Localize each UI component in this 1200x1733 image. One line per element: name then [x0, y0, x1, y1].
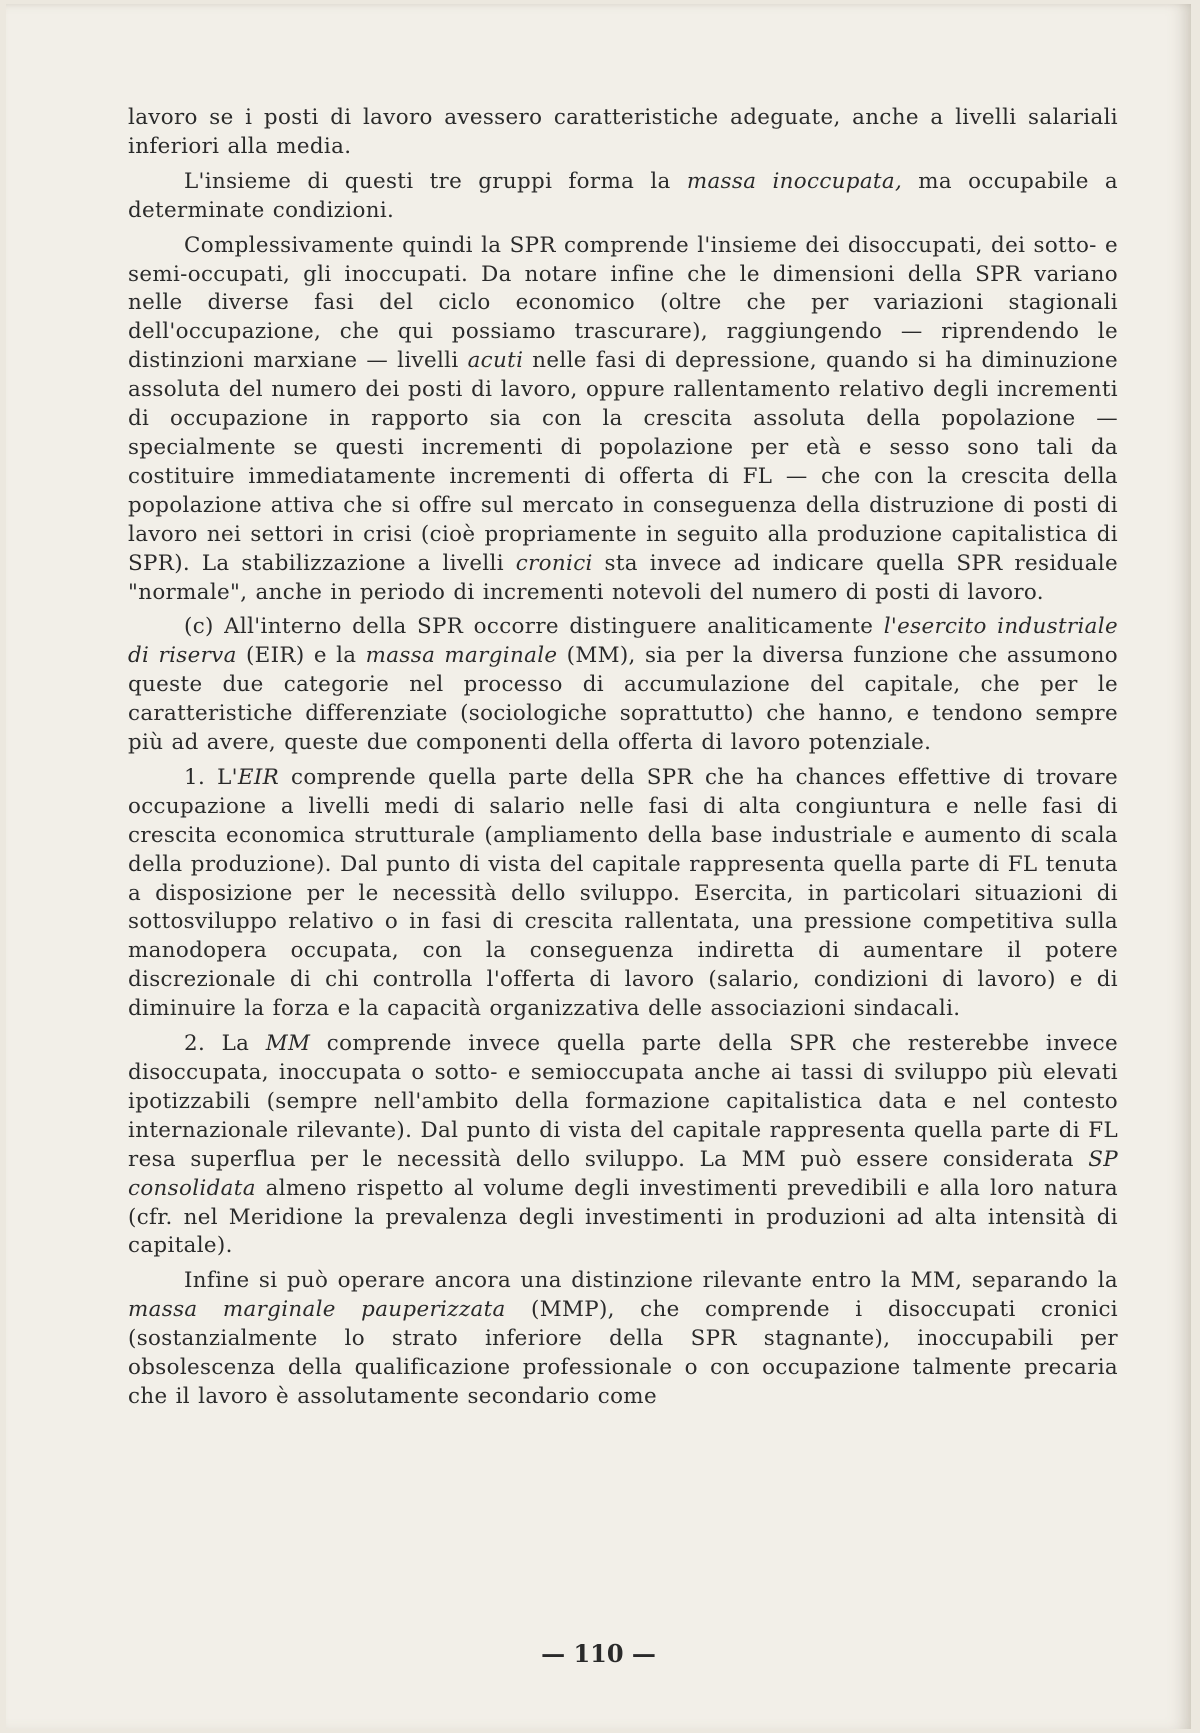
body-text: [128, 104, 1118, 1412]
text-run: comprende quella parte della SPR che ha chances effettive di trovare occupazione a livelli medi di salario nelle fasi di alta congiuntura e nelle fasi di crescita economica strutturale (ampliamento della base industriale e aumento di scala della produzione). Dal punto di vista del capitale rappresenta quella parte di FL tenuta a disposizione per le necessità dello sviluppo. Esercita, in particolari situazioni di sottosviluppo relativo o in fasi di crescita rallentata, una pressione competitiva sulla manodopera occupata, con la conseguenza indiretta di aumentare il potere discrezionale di chi controlla l'offerta di lavoro (salario, condizioni di lavoro) e di diminuire la forza e la capacità organizzativa delle associazioni sindacali.: [128, 764, 1118, 1022]
italic-text: SP consolidata: [128, 1146, 1118, 1201]
text-run: sta invece ad indicare quella SPR residuale "normale", anche in periodo di incrementi notevoli del numero di posti di lavoro.: [128, 550, 1118, 605]
text-run: 1. L': [184, 764, 238, 790]
text-run: lavoro se i posti di lavoro avessero caratteristiche adeguate, anche a livelli salariali inferiori alla media.: [128, 105, 1118, 159]
italic-text: l'esercito industriale di riserva: [128, 614, 1118, 669]
italic-text: massa marginale: [365, 643, 558, 669]
text-run: almeno rispetto al volume degli investimenti prevedibili e alla loro natura (cfr. nel Meridione la prevalenza degli investimenti in produzioni ad alta intensità di capitale).: [128, 1175, 1118, 1259]
text-run: (EIR) e la: [236, 643, 366, 669]
text-run: L'insieme di questi tre gruppi forma la: [184, 168, 687, 194]
text-run: comprende invece quella parte della SPR che resterebbe invece disoccupata, inoccupata o sotto- e semioccupata anche ai tassi di sviluppo più elevati ipotizzabili (sempre nell'ambito della formazione capitalistica data e nel contesto internazionale rilevante). Dal punto di vista del capitale rappresenta quella parte di FL resa superflua per le necessità dello sviluppo. La MM può essere considerata: [128, 1031, 1118, 1172]
text-run: (MMP), che comprende i disoccupati cronici (sostanzialmente lo strato inferiore della SPR stagnante), inoccupabili per obsolescenza della qualificazione professionale o con occupazione talmente precaria che il lavoro è assolutamente secondario come: [128, 1297, 1118, 1409]
paragraph: [128, 1267, 1118, 1412]
italic-text: cronici: [515, 550, 593, 576]
text-run: (c) All'interno della SPR occorre distinguere analiticamente: [184, 614, 884, 640]
paragraph: [128, 232, 1118, 608]
italic-text: massa inoccupata,: [686, 168, 903, 194]
text-run: 2. La: [184, 1031, 266, 1057]
text-run: (MM), sia per la diversa funzione che assumono queste due categorie nel processo di accumulazione del capitale, che per le caratteristiche differenziate (sociologiche soprattutto) che hanno, e tendono sempre più ad avere, queste due componenti della offerta di lavoro potenziale.: [128, 643, 1118, 756]
text-run: ma occupabile a determinate condizioni.: [128, 168, 1119, 223]
text-run: Infine si può operare ancora una distinzione rilevante entro la MM, separando la: [184, 1268, 1118, 1294]
italic-text: acuti: [467, 348, 524, 374]
text-run: Complessivamente quindi la SPR comprende l'insieme dei disoccupati, dei sotto- e semi-occupati, gli inoccupati. Da notare infine che le dimensioni della SPR variano nelle diverse fasi del ciclo economico (oltre che per variazioni stagionali dell'occupazione, che qui possiamo trascurare), raggiungendo — riprendendo le distinzioni marxiane — livelli: [128, 232, 1118, 374]
italic-text: MM: [265, 1031, 311, 1057]
page-sheet: [6, 4, 1191, 1729]
text-run: nelle fasi di depressione, quando si ha diminuzione assoluta del numero dei posti di lavoro, oppure rallentamento relativo degli incrementi di occupazione in rapporto sia con la crescita assoluta della popolazione — specialmente se questi incrementi di popolazione per età e sesso sono tali da costituire immediatamente incrementi di offerta di FL — che con la crescita della popolazione attiva che si offre sul mercato in conseguenza della distruzione di posti di lavoro nei settori in crisi (cioè propriamente in seguito alla produzione capitalistica di SPR). La stabilizzazione a livelli: [128, 348, 1119, 576]
page-number: — 110 —: [541, 1639, 656, 1668]
italic-text: massa marginale pauperizzata: [128, 1297, 506, 1323]
paragraph: [128, 764, 1118, 1024]
paragraph: [128, 104, 1118, 162]
italic-text: EIR: [237, 764, 280, 790]
paragraph: [128, 1030, 1118, 1261]
paragraph: [128, 168, 1118, 226]
paragraph: [128, 613, 1118, 758]
